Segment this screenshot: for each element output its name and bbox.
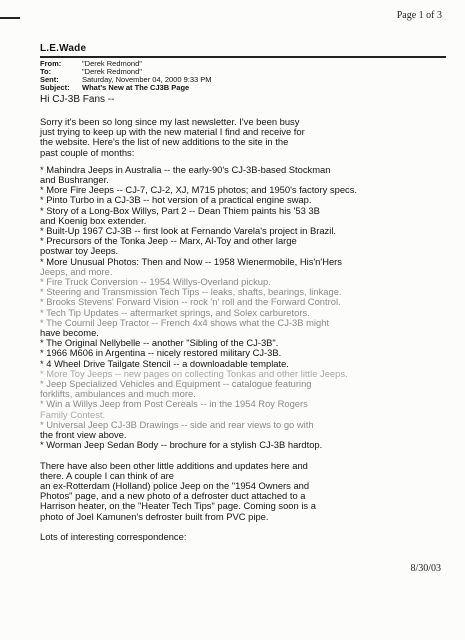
list-item: * Win a Willys Jeep from Post Cereals -- in the 1954 Roy Rogers	[40, 398, 308, 410]
text-line: the website. Here's the list of new additions to the site in the	[40, 136, 289, 148]
list-item: * Universal Jeep CJ-3B Drawings -- side and rear views to go with	[40, 418, 314, 430]
list-item: * Mahindra Jeeps in Australia -- the early-90's CJ-3B-based Stockman	[40, 163, 331, 175]
text-line: There have also been other little additions and updates here and	[40, 459, 308, 471]
text-line: an ex-Rotterdam (Holland) police Jeep on the "1954 Owners and	[40, 479, 310, 491]
list-item: * Pinto Turbo in a CJ-3B -- hot version of a practical engine swap.	[40, 194, 312, 206]
list-item: * 4 Wheel Drive Tailgate Stencil -- a downloadable template.	[40, 357, 289, 369]
text-line: Harrison heater, on the "Heater Tech Tips" page. Coming soon is a	[40, 500, 316, 512]
list-item: Jeeps, and more.	[40, 265, 113, 277]
list-item: * Story of a Long-Box Willys, Part 2 -- Dean Thiem paints his '53 3B	[40, 204, 320, 216]
intro-paragraph	[40, 117, 450, 158]
list-item: * The Cournil Jeep Tractor -- French 4x4 shows what the CJ-3B might	[40, 316, 330, 328]
text-line: photo of Joel Kamunen's defroster built from PVC pipe.	[40, 510, 269, 522]
text-line: there. A couple I can think of are	[40, 469, 174, 481]
text-line: Photos" page, and a new photo of a defroster duct attached to a	[40, 490, 306, 502]
closing-line: Lots of interesting correspondence:	[40, 530, 187, 542]
text-line: just trying to keep up with the new material I find and receive for	[40, 126, 305, 138]
list-item: * Brooks Stevens' Forward Vision -- rock 'n' roll and the Forward Control.	[40, 296, 341, 308]
page-number: Page 1 of 3	[396, 10, 442, 21]
top-left-rule	[0, 17, 20, 19]
list-item: * More Unusual Photos: Then and Now -- 1958 Wienermobile, His'n'Hers	[40, 255, 342, 267]
additions-list	[40, 165, 450, 451]
email-headers	[40, 60, 212, 92]
list-item: * 1966 M606 in Argentina -- nicely restored military CJ-3B.	[40, 347, 282, 359]
header-value: What's New at The CJ3B Page	[82, 83, 190, 92]
list-item: forklifts, ambulances and much more.	[40, 388, 196, 400]
list-item: and Bushranger.	[40, 174, 109, 186]
list-item: * Built-Up 1967 CJ-3B -- first look at Fernando Varela's project in Brazil.	[40, 225, 337, 237]
sender-name: L.E.Wade	[40, 43, 87, 54]
list-item: * Fire Truck Conversion -- 1954 Willys-Overland pickup.	[40, 276, 271, 288]
list-item: * Worman Jeep Sedan Body -- brochure for a stylish CJ-3B hardtop.	[40, 439, 323, 451]
list-item: * Tech Tip Updates -- aftermarket springs, and Solex carburetors.	[40, 306, 310, 318]
header-value: Saturday, November 04, 2000 9:33 PM	[82, 75, 212, 84]
list-item: have become.	[40, 327, 99, 339]
header-key: Sent:	[40, 75, 59, 84]
list-item: * More Fire Jeeps -- CJ-7, CJ-2, XJ, M715 photos; and 1950's factory specs.	[40, 184, 358, 196]
header-key: To:	[40, 67, 52, 76]
list-item: * Jeep Specialized Vehicles and Equipment -- catalogue featuring	[40, 378, 312, 390]
list-item: postwar toy Jeeps.	[40, 245, 119, 257]
list-item: Family Contest.	[40, 408, 106, 420]
header-value: "Derek Redmond"	[82, 59, 142, 68]
email-body	[40, 117, 450, 542]
text-line: Sorry it's been so long since my last newsletter. I've been busy	[40, 116, 300, 127]
greeting: Hi CJ-3B Fans --	[40, 94, 115, 105]
list-item: and Koenig box extender.	[40, 214, 147, 226]
date-stamp: 8/30/03	[410, 563, 441, 574]
header-value: "Derek Redmond"	[82, 67, 142, 76]
outro-paragraph	[40, 461, 450, 522]
list-item: * Precursors of the Tonka Jeep -- Marx, Al-Toy and other large	[40, 235, 297, 247]
text-line: past couple of months:	[40, 146, 135, 158]
header-divider	[40, 56, 446, 58]
list-item: the front view above.	[40, 429, 127, 441]
header-key: Subject:	[40, 83, 70, 92]
list-item: * The Original Nellybelle -- another "Sibling of the CJ-3B".	[40, 337, 279, 349]
list-item: * Steering and Transmission Tech Tips -- leaks, shafts, bearings, linkage.	[40, 286, 342, 298]
header-subject	[40, 84, 212, 92]
header-key: From:	[40, 59, 62, 68]
list-item: * More Toy Jeeps -- new pages on collecting Tonkas and other little Jeeps.	[40, 367, 348, 379]
